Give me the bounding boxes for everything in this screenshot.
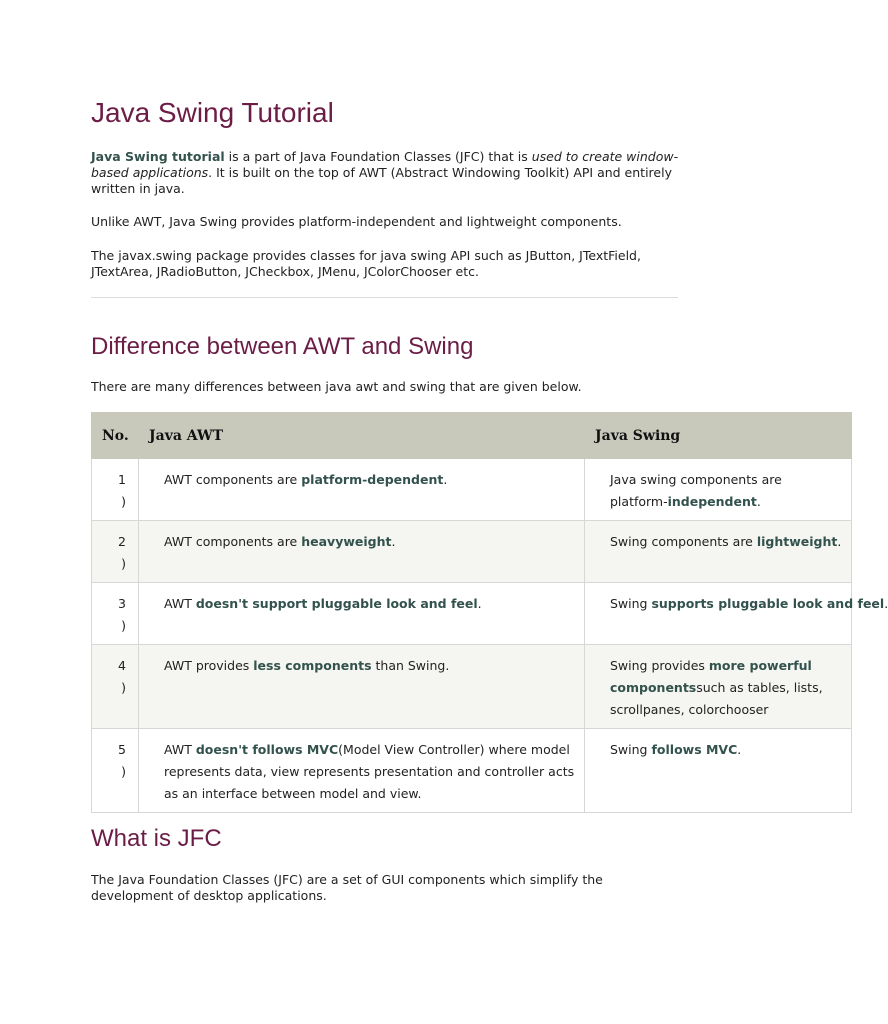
intro-paragraph-2: Unlike AWT, Java Swing provides platform-independent and lightweight components. <box>91 214 622 229</box>
intro-text: is a part of Java Foundation Classes (JFC) that is <box>224 149 532 164</box>
table-row <box>92 459 852 521</box>
difference-heading: Difference between AWT and Swing <box>91 333 474 360</box>
jfc-heading: What is JFC <box>91 825 222 852</box>
awt-cell: AWT doesn't support pluggable look and feel. <box>139 583 585 645</box>
intro-text-end: . It is built on the top of AWT (Abstract Windowing Toolkit) API and entirely written in java. <box>91 165 672 196</box>
header-java-awt: Java AWT <box>139 413 585 459</box>
swing-cell: Swing provides more powerful componentssuch as tables, lists, scrollpanes, colorchooser <box>585 645 852 729</box>
header-no: No. <box>92 413 139 459</box>
awt-cell: AWT provides less components than Swing. <box>139 645 585 729</box>
intro-paragraph-1 <box>91 149 681 197</box>
java-swing-tutorial-term: Java Swing tutorial <box>91 149 225 164</box>
table-row <box>92 729 852 813</box>
swing-cell: Swing components are lightweight. <box>585 521 852 583</box>
row-number: 2 ) <box>92 521 139 583</box>
table-row <box>92 521 852 583</box>
table-header-row <box>92 413 852 459</box>
awt-cell: AWT doesn't follows MVC(Model View Controller) where model represents data, view represents presentation and controller acts as an interface between model and view. <box>139 729 585 813</box>
difference-intro: There are many differences between java awt and swing that are given below. <box>91 379 582 394</box>
jfc-paragraph: The Java Foundation Classes (JFC) are a set of GUI components which simplify the development of desktop applications. <box>91 872 603 903</box>
table-row <box>92 583 852 645</box>
row-number: 3 ) <box>92 583 139 645</box>
intro-paragraph-3: The javax.swing package provides classes for java swing API such as JButton, JTextField, JTextArea, JRadioButton, JCheckbox, JMenu, JColorChooser etc. <box>91 248 641 279</box>
awt-cell: AWT components are platform-dependent. <box>139 459 585 521</box>
intro-emphasis: used to create window-based applications <box>91 149 679 180</box>
swing-cell: Swing follows MVC. <box>585 729 852 813</box>
swing-cell: Java swing components are platform-independent. <box>585 459 852 521</box>
row-number: 5 ) <box>92 729 139 813</box>
page-title: Java Swing Tutorial <box>91 97 334 128</box>
divider <box>91 297 678 298</box>
swing-cell: Swing supports pluggable look and feel. <box>585 583 852 645</box>
comparison-table <box>91 412 888 813</box>
table-row <box>92 645 852 729</box>
row-number: 4 ) <box>92 645 139 729</box>
header-java-swing: Java Swing <box>585 413 852 459</box>
row-number: 1 ) <box>92 459 139 521</box>
awt-cell: AWT components are heavyweight. <box>139 521 585 583</box>
